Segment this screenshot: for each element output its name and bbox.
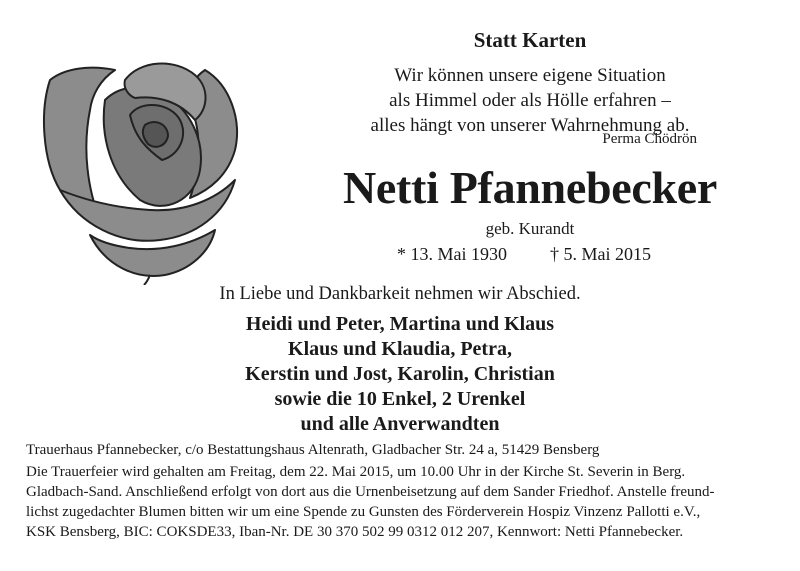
service-line: lichst zugedachter Blumen bitten wir um eine Spende zu Gunsten des Förderverein Hospiz Vinzenz Pallotti e.V., [26, 504, 701, 520]
deceased-name: Netti Pfannebecker [343, 162, 717, 213]
quote-author: Perma Chödrön [602, 131, 697, 147]
quote-line: alles hängt von unserer Wahrnehmung ab. [370, 115, 690, 136]
service-details [26, 462, 776, 542]
rose-illustration [30, 40, 260, 285]
quote-line: Wir können unsere eigene Situation [394, 65, 666, 86]
quote-line: als Himmel oder als Hölle erfahren – [389, 90, 671, 111]
service-line: Die Trauerfeier wird gehalten am Freitag, dem 22. Mai 2015, um 10.00 Uhr in der Kirche St. Severin in Berg. [26, 464, 686, 480]
death-date: † 5. Mai 2015 [550, 244, 651, 264]
mourner-line: sowie die 10 Enkel, 2 Urenkel [274, 388, 526, 410]
mourner-line: Kerstin und Jost, Karolin, Christian [245, 363, 555, 385]
service-line: KSK Bensberg, BIC: COKSDE33, Iban-Nr. DE 30 370 502 99 0312 012 207, Kennwort: Netti Pfannebecker. [26, 524, 684, 540]
mourning-address: Trauerhaus Pfannebecker, c/o Bestattungshaus Altenrath, Gladbacher Str. 24 a, 51429 Bensberg [26, 442, 600, 458]
mourners-list [0, 312, 800, 437]
mourner-line: Klaus und Klaudia, Petra, [288, 338, 512, 360]
mourner-line: Heidi und Peter, Martina und Klaus [245, 313, 555, 335]
mourner-line: und alle Anverwandten [300, 413, 500, 435]
service-line: Gladbach-Sand. Anschließend erfolgt von dort aus die Urnenbeisetzung auf dem Sander Friedhof. Anstelle freund- [26, 484, 715, 500]
quote-block [300, 63, 760, 138]
maiden-name: geb. Kurandt [485, 219, 575, 238]
birth-date: * 13. Mai 1930 [397, 244, 507, 264]
notice-heading: Statt Karten [473, 28, 587, 52]
farewell-text: In Liebe und Dankbarkeit nehmen wir Abschied. [219, 284, 581, 304]
